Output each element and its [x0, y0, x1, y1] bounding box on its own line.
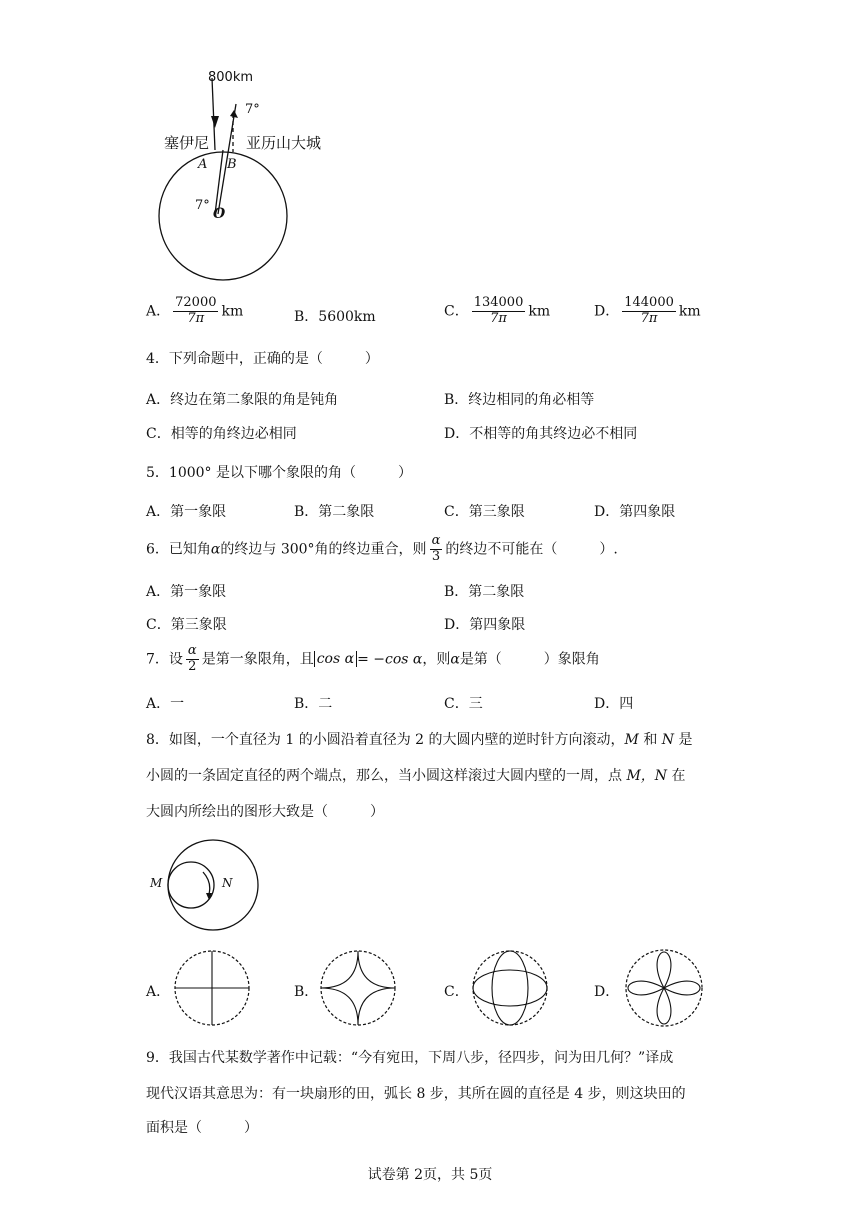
q8-line-3: 大圆内所绘出的图形大致是（ ）	[146, 804, 384, 820]
option-label: B．	[294, 309, 319, 325]
stem-text: ，则	[422, 651, 451, 668]
denominator: 3	[431, 548, 441, 564]
sun-ray-a	[212, 78, 215, 150]
q8-option-d-label[interactable]: D．	[594, 984, 620, 1000]
city-alexandria-label: 亚历山大城	[246, 134, 322, 152]
stem-text: 6．已知角	[146, 541, 211, 558]
q5-option-d[interactable]: D．第四象限	[594, 504, 676, 520]
q8-option-c-label[interactable]: C．	[444, 984, 469, 1000]
stem-text: 的终边不可能在（ ）.	[445, 541, 618, 558]
q7-option-c[interactable]: C．三	[444, 696, 483, 712]
option-text: 5600km	[318, 309, 376, 325]
q9-line-1: 9．我国古代某数学著作中记载：“今有宛田，下周八步，径四步，问为田几何？”译成	[146, 1050, 674, 1066]
city-syene-label: 塞伊尼	[164, 134, 210, 152]
q4-option-a[interactable]: A．终边在第二象限的角是钝角	[146, 392, 339, 408]
unit: km	[678, 303, 701, 320]
denominator: 7π	[490, 310, 507, 326]
numerator: α	[187, 643, 197, 658]
absolute-value-expr: cos α	[314, 651, 357, 667]
fraction	[173, 296, 218, 327]
stem-text: 7．设	[146, 651, 183, 668]
q3-option-a[interactable]	[146, 296, 243, 327]
point-b-label: B	[227, 157, 237, 172]
alpha-symbol: α	[210, 541, 221, 558]
stem-text: 是第一象限角，且	[201, 651, 314, 668]
q5-option-b[interactable]: B．第二象限	[294, 504, 375, 520]
q6-option-d[interactable]: D．第四象限	[444, 617, 526, 633]
q4-stem: 4．下列命题中，正确的是（ ）	[146, 351, 379, 367]
q3-option-b[interactable]	[294, 306, 376, 326]
unit: km	[221, 303, 244, 320]
point-n: N	[661, 732, 675, 748]
distance-label: 800km	[208, 70, 254, 85]
rolling-circle-svg	[146, 838, 276, 934]
figure-rolling-circle	[146, 838, 276, 934]
fig-point-m: M	[150, 876, 163, 890]
stem-text: 8．如图，一个直径为 1 的小圆沿着直径为 2 的大圆内壁的逆时针方向滚动，	[146, 732, 625, 748]
sun-ray-a-arrow	[211, 116, 219, 128]
q4-option-c[interactable]: C．相等的角终边必相同	[146, 426, 297, 442]
q8-option-a-label[interactable]: A．	[146, 984, 171, 1000]
numerator: 144000	[624, 295, 674, 310]
q4-option-b[interactable]: B．终边相同的角必相等	[444, 392, 595, 408]
fraction	[472, 296, 526, 327]
point-a-label: A	[198, 157, 208, 172]
denominator: 2	[188, 658, 197, 674]
stem-text: 在	[667, 768, 686, 784]
fraction	[186, 644, 199, 675]
q8-line-1	[146, 729, 692, 749]
unit: km	[528, 303, 551, 320]
alpha-symbol: α	[450, 651, 460, 668]
denominator: 7π	[187, 310, 205, 326]
angle-top-label: 7°	[245, 102, 260, 117]
q5-option-a[interactable]: A．第一象限	[146, 504, 227, 520]
q7-option-b[interactable]: B．二	[294, 696, 333, 712]
page-footer: 试卷第 2页，共 5页	[367, 1167, 493, 1183]
numerator: α	[431, 533, 441, 548]
q7-stem	[146, 644, 600, 675]
option-label: C．	[444, 303, 469, 320]
q8-line-2	[146, 765, 686, 785]
q6-option-c[interactable]: C．第三象限	[146, 617, 227, 633]
q7-option-d[interactable]: D．四	[594, 696, 634, 712]
sun-ray-b-arrow	[230, 110, 238, 118]
fig-point-n: N	[222, 876, 233, 890]
stem-text: 小圆的一条固定直径的两个端点，那么，当小圆这样滚过大圆内壁的一周，点	[146, 768, 627, 784]
equation-expr: = −cos α	[357, 651, 423, 668]
q8-option-d-figure[interactable]	[622, 946, 706, 1030]
option-label: D．	[594, 303, 620, 320]
q6-stem	[146, 534, 618, 565]
q6-option-b[interactable]: B．第二象限	[444, 584, 525, 600]
numerator: 134000	[473, 295, 524, 310]
q5-option-c[interactable]: C．第三象限	[444, 504, 525, 520]
q3-option-c[interactable]	[444, 296, 550, 327]
option-label: A．	[146, 303, 171, 320]
point-m: M	[624, 732, 639, 748]
large-circle	[168, 840, 258, 930]
q8-option-b-label[interactable]: B．	[294, 984, 319, 1000]
stem-text: 是	[674, 732, 693, 748]
denominator: 7π	[640, 310, 658, 326]
q9-line-2: 现代汉语其意思为：有一块扇形的田，弧长 8 步，其所在圆的直径是 4 步，则这块田的	[146, 1086, 686, 1102]
q8-option-a-figure[interactable]	[172, 948, 252, 1028]
points-mn: M，N	[626, 768, 668, 784]
numerator: 72000	[175, 295, 217, 310]
rotation-arrow	[203, 872, 210, 894]
angle-center-label: 7°	[195, 198, 210, 213]
stem-text: 和	[638, 732, 662, 748]
q7-option-a[interactable]: A．一	[146, 696, 185, 712]
q3-option-d[interactable]	[594, 296, 701, 327]
q6-option-a[interactable]: A．第一象限	[146, 584, 227, 600]
small-circle	[168, 862, 214, 908]
q9-line-3: 面积是（ ）	[146, 1120, 258, 1136]
earth-diagram-svg	[150, 66, 350, 284]
fraction	[430, 534, 443, 565]
fraction	[622, 296, 676, 327]
q8-option-b-figure[interactable]	[318, 948, 398, 1028]
stem-text: 是第（ ）象限角	[459, 651, 600, 668]
q4-option-d[interactable]: D．不相等的角其终边必不相同	[444, 426, 638, 442]
q5-stem: 5．1000° 是以下哪个象限的角（ ）	[146, 465, 412, 481]
q8-option-c-figure[interactable]	[470, 948, 550, 1028]
stem-text: 的终边与 300°角的终边重合，则	[220, 541, 427, 558]
figure-earth-diagram	[150, 66, 350, 284]
point-o-label: O	[213, 206, 226, 222]
